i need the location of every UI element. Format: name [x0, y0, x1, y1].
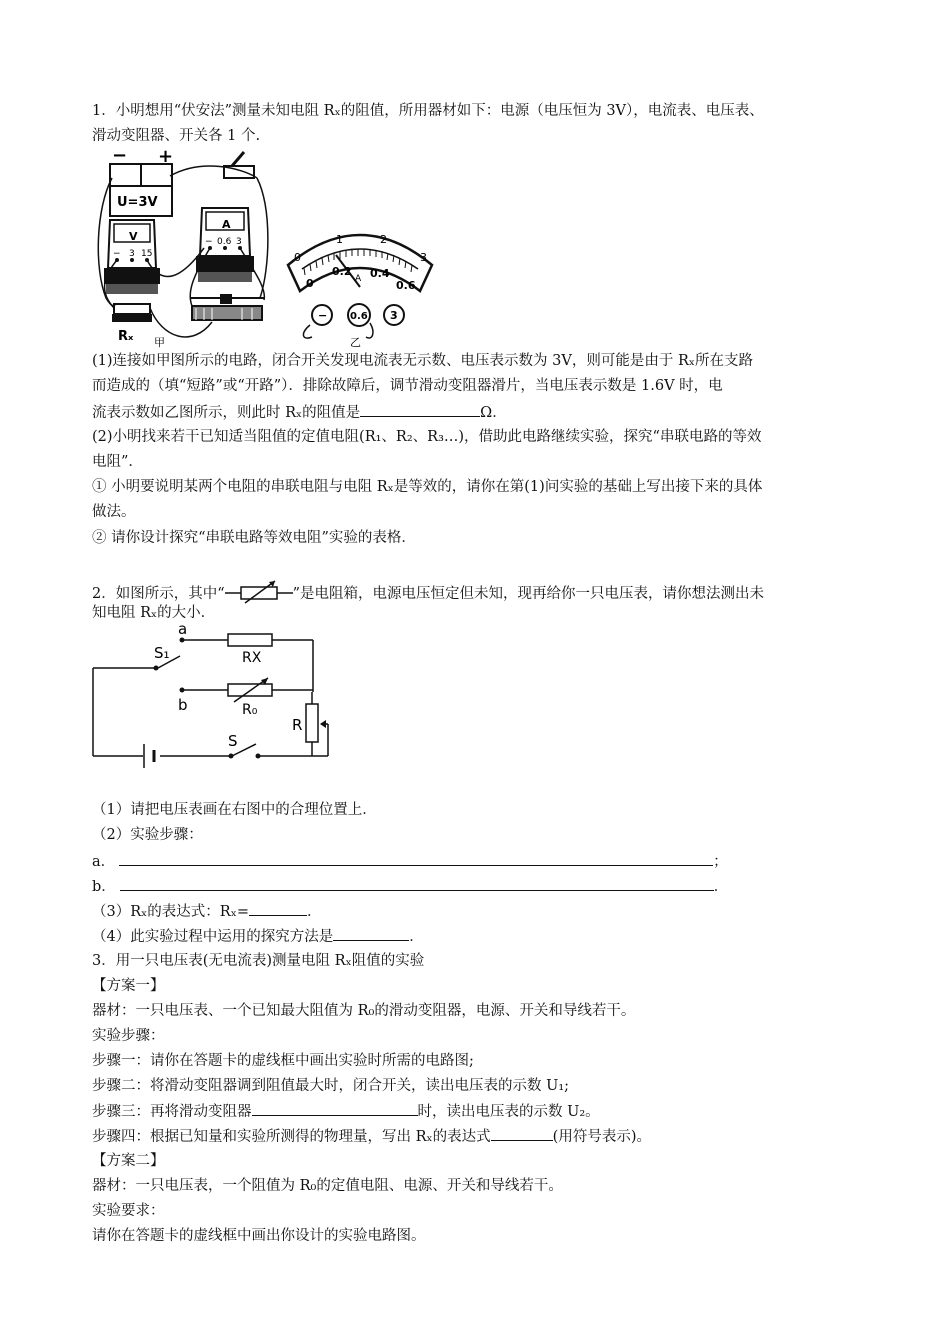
q3-step3 — [92, 1101, 600, 1122]
voltmeter-term-neg: − — [113, 249, 121, 259]
q2-s1: （1）请把电压表画在右图中的合理位置上． — [92, 802, 377, 818]
terminal-b-label: b — [178, 696, 188, 714]
q2-step-a — [92, 851, 728, 872]
q2-step-a-end: ； — [713, 854, 728, 870]
q1-p2-sub1-line1: ① 小明要说明某两个电阻的串联电阻与电阻 Rₓ是等效的，请你在第(1)问实验的基础上写出接下来的具体 — [92, 479, 763, 495]
q3-step4-text: 步骤四：根据已知量和实验所测得的物理量，写出 Rₓ的表达式 — [92, 1129, 491, 1145]
q3-title: 3．用一只电压表(无电流表)测量电阻 Rₓ阻值的实验 — [92, 953, 425, 969]
dial-bottom-0: 0 — [306, 277, 314, 290]
dial-top-3: 3 — [420, 251, 427, 264]
q3-requirement-title: 实验要求： — [92, 1203, 165, 1219]
q1-p1-line2: 而造成的（填“短路”或“开路”）．排除故障后，调节滑动变阻器滑片，当电压表示数是 1.6V 时，电 — [92, 378, 723, 394]
q2-s3-end: ． — [307, 904, 322, 920]
rheostat-r-icon — [306, 704, 318, 742]
q2-step-b-end: ． — [713, 879, 729, 895]
q2-step-a-label: a． — [92, 854, 116, 870]
q2-s3 — [92, 901, 322, 922]
rx-resistor-icon — [228, 634, 272, 646]
q3-step3-end: 时，读出电压表的示数 U₂。 — [417, 1104, 600, 1120]
q3-step2: 步骤二：将滑动变阻器调到阻值最大时，闭合开关，读出电压表的示数 U₁; — [92, 1078, 570, 1094]
battery-plus: + — [158, 148, 174, 167]
q1-p1-unit: Ω． — [480, 405, 507, 421]
dial-top-1: 1 — [336, 233, 343, 246]
q3-requirement: 请你在答题卡的虚线框中画出你设计的实验电路图。 — [92, 1228, 426, 1244]
figure-jia — [92, 148, 292, 348]
ammeter-term-3: 3 — [236, 237, 242, 247]
q1-p2-sub1-line2: 做法。 — [92, 504, 136, 520]
answer-blank-step-a[interactable] — [119, 851, 713, 866]
q3-step3-text: 步骤三：再将滑动变阻器 — [92, 1104, 252, 1120]
answer-blank-step-b[interactable] — [120, 876, 714, 891]
q2-circuit-diagram — [88, 620, 348, 780]
dial-bottom-04: 0.4 — [370, 267, 390, 280]
q2-step-b — [92, 876, 728, 897]
terminal-a-label: a — [178, 620, 188, 638]
q3-plan1: 【方案一】 — [92, 978, 165, 994]
q3-step4-end: (用符号表示)。 — [552, 1129, 651, 1145]
terminal-06-label: 0.6 — [350, 311, 368, 322]
dial-bottom-06: 0.6 — [396, 279, 416, 292]
answer-blank-method[interactable] — [333, 926, 409, 941]
q2-s2: （2）实验步骤： — [92, 827, 203, 843]
dial-top-0: 0 — [294, 251, 301, 264]
answer-blank-resistance[interactable] — [360, 402, 480, 417]
voltmeter-term-15: 15 — [141, 249, 153, 259]
q2-line1 — [92, 578, 764, 604]
q2-line1-end: ”是电阻箱，电源电压恒定但未知，现再给你一只电压表，请你想法测出未 — [292, 586, 765, 602]
q2-s4-text: （4）此实验过程中运用的探究方法是 — [92, 929, 334, 945]
rheostat-icon — [190, 294, 264, 320]
voltmeter-symbol: V — [129, 230, 138, 243]
q1-line2: 滑动变阻器、开关各 1 个. — [92, 128, 261, 144]
q1-p1-line3-text: 流表示数如乙图所示，则此时 Rₓ的阻值是 — [92, 405, 361, 421]
q2-s3-text: （3）Rₓ的表达式：Rₓ= — [92, 904, 250, 920]
q3-plan2-equipment: 器材：一只电压表，一个阻值为 R₀的定值电阻、电源、开关和导线若干。 — [92, 1178, 563, 1194]
q2-line1-start: 2．如图所示，其中“ — [92, 586, 225, 602]
battery-voltage: U=3V — [117, 195, 158, 210]
q2-s4 — [92, 926, 424, 947]
q1-line1: 1．小明想用“伏安法”测量未知电阻 Rₓ的阻值，所用器材如下：电源（电压恒为 3V），电流表、电压表、 — [92, 103, 764, 119]
ammeter-symbol: A — [222, 218, 231, 231]
resistance-box-icon — [225, 578, 293, 604]
answer-blank-step3[interactable] — [252, 1101, 418, 1116]
ammeter-term-neg: − — [205, 237, 213, 247]
terminal-neg-label: − — [318, 309, 328, 322]
ammeter-term-06: 0.6 — [217, 237, 232, 247]
q1-p1-line3 — [92, 402, 507, 423]
dial-bottom-02: 0.2 — [332, 265, 352, 278]
q1-p1-line1: (1)连接如甲图所示的电路，闭合开关发现电流表无示数、电压表示数为 3V，则可能是由于 Rₓ所在支路 — [92, 353, 754, 369]
rx-label: RX — [242, 650, 262, 666]
q3-steps-title: 实验步骤： — [92, 1028, 165, 1044]
terminal-3-label: 3 — [390, 309, 398, 322]
voltmeter-term-3: 3 — [129, 249, 135, 259]
rx-label: Rₓ — [118, 329, 134, 344]
dial-unit: A — [355, 274, 362, 284]
battery-minus: − — [112, 148, 128, 166]
rheostat-r-label: R — [292, 716, 303, 734]
dial-top-2: 2 — [380, 233, 387, 246]
q1-p2-line2: 电阻”． — [92, 454, 143, 470]
figure-yi — [280, 215, 440, 350]
q3-step4 — [92, 1126, 651, 1147]
switch-s-label: S — [228, 732, 238, 750]
answer-blank-step4[interactable] — [491, 1126, 553, 1141]
q3-plan1-equipment: 器材：一只电压表、一个已知最大阻值为 R₀的滑动变阻器，电源、开关和导线若干。 — [92, 1003, 636, 1019]
q1-p2-sub2: ② 请你设计探究“串联电路等效电阻”实验的表格． — [92, 530, 416, 546]
answer-blank-rx-expression[interactable] — [249, 901, 307, 916]
figure-yi-caption: 乙 — [350, 336, 361, 349]
q3-step1: 步骤一：请你在答题卡的虚线框中画出实验时所需的电路图; — [92, 1053, 474, 1069]
q2-step-b-label: b． — [92, 879, 116, 895]
q1-p2-line1: (2)小明找来若干已知适当阻值的定值电阻(R₁、R₂、R₃…)，借助此电路继续实验，探究“串联电路的等效 — [92, 429, 762, 445]
resistor-icon — [112, 304, 152, 322]
q3-plan2: 【方案二】 — [92, 1153, 165, 1169]
q2-line2: 知电阻 Rₓ的大小． — [92, 605, 216, 621]
r0-label: R₀ — [242, 702, 258, 718]
switch-s1-label: S₁ — [154, 644, 170, 662]
q2-s4-end: ． — [409, 929, 424, 945]
figure-jia-caption: 甲 — [154, 336, 165, 348]
